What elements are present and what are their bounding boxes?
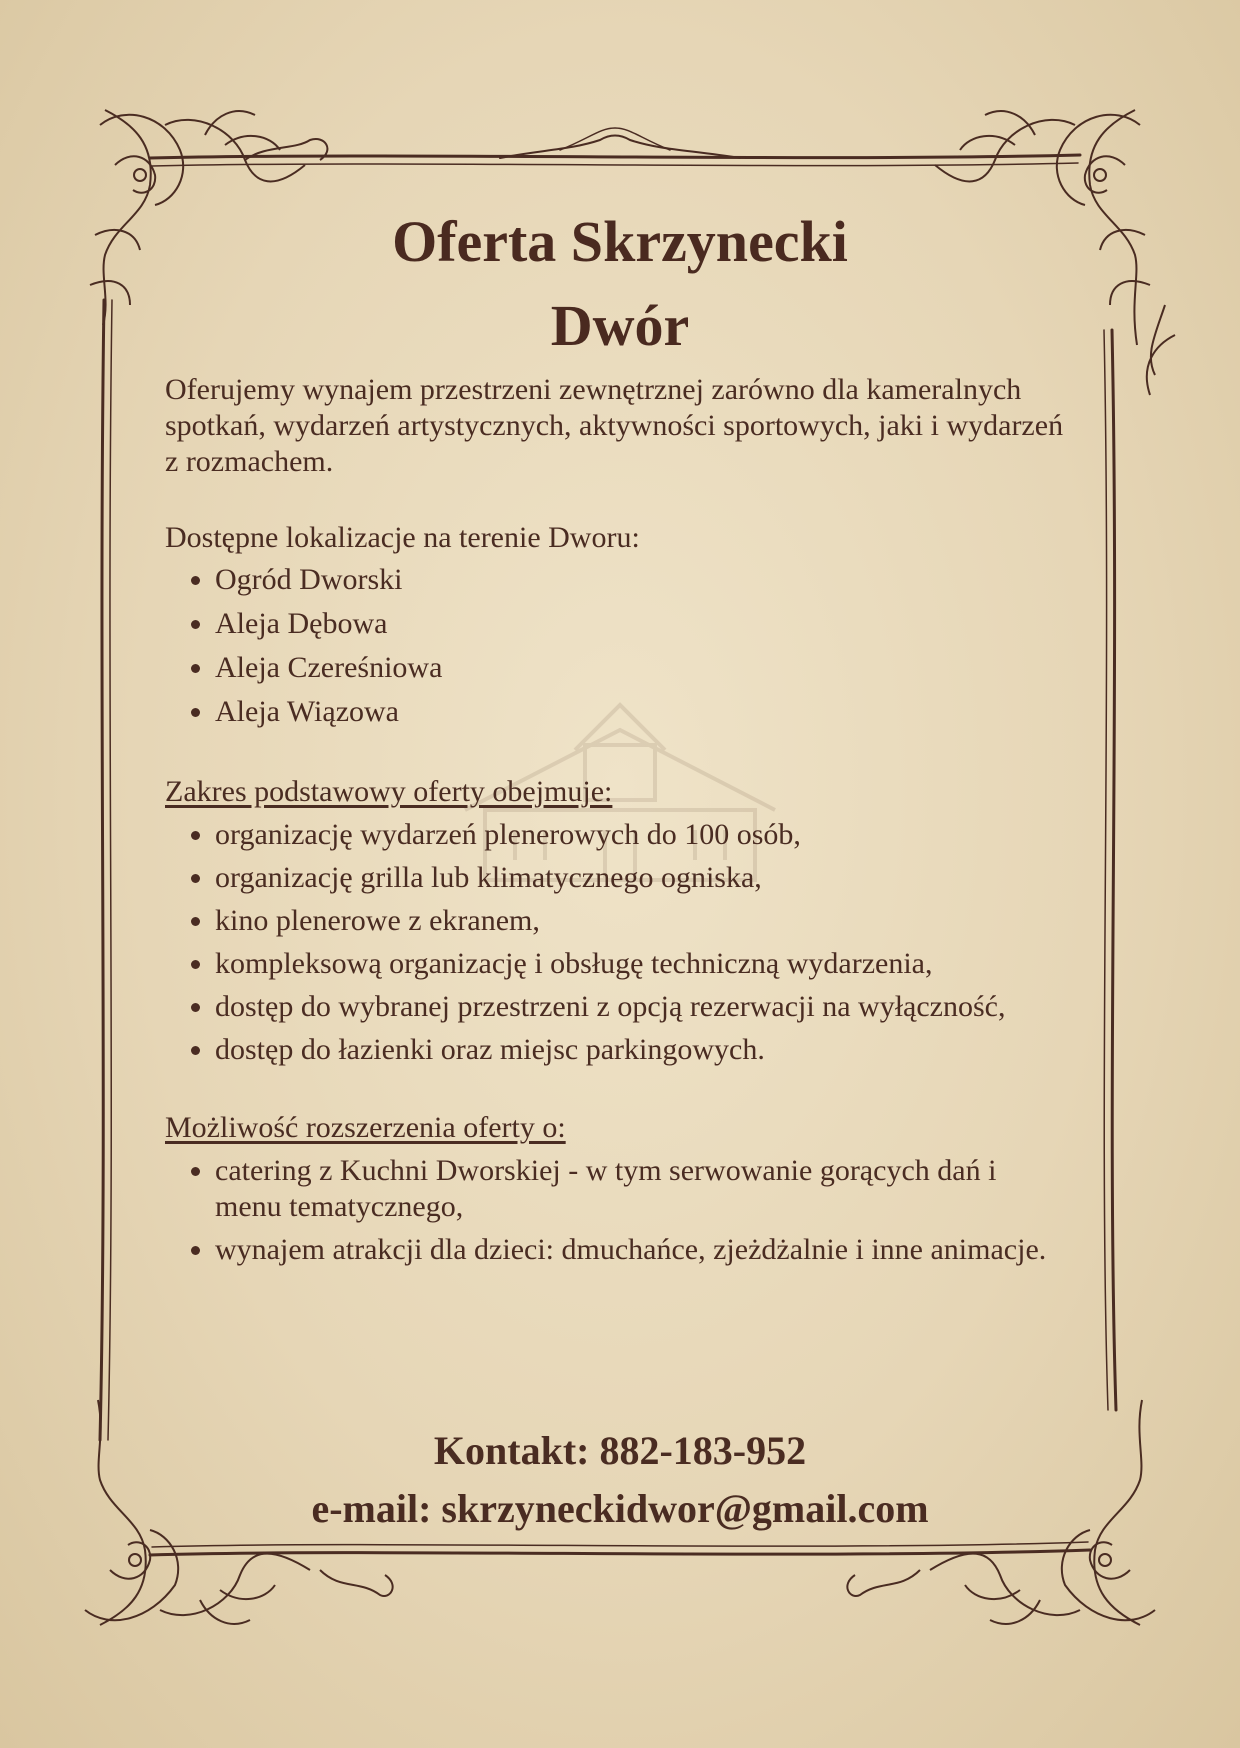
contact-email: e-mail: skrzyneckidwor@gmail.com — [311, 1486, 929, 1531]
locations-heading: Dostępne lokalizacje na terenie Dworu: — [165, 521, 640, 554]
extension-list — [165, 1153, 1070, 1268]
list-item: • organizację wydarzeń plenerowych do 100 osób, — [215, 817, 1070, 853]
list-item: • wynajem atrakcji dla dzieci: dmuchańce, zjeżdżalnie i inne animacje. — [215, 1232, 1070, 1268]
title-line-2: Dwór — [550, 293, 690, 358]
list-item: • kino plenerowe z ekranem, — [215, 903, 1070, 939]
list-item: • Aleja Dębowa — [215, 602, 1070, 646]
scope-heading: Zakres podstawowy oferty obejmuje: — [165, 775, 613, 808]
extension-heading: Możliwość rozszerzenia oferty o: — [165, 1111, 566, 1144]
list-item: • Ogród Dworski — [215, 558, 1070, 602]
page-title — [200, 200, 1040, 368]
intro-paragraph: Oferujemy wynajem przestrzeni zewnętrznej zarówno dla kameralnych spotkań, wydarzeń artystycznych, aktywności sportowych, jaki i wydarzeń z rozmachem. — [165, 373, 1064, 478]
title-line-1: Oferta Skrzynecki — [392, 209, 848, 274]
list-item: • Aleja Wiązowa — [215, 690, 1070, 734]
offer-content — [165, 372, 1070, 1268]
list-item: • organizację grilla lub klimatycznego ogniska, — [215, 860, 1070, 896]
list-item: • catering z Kuchni Dworskiej - w tym serwowanie gorących dań i menu tematycznego, — [215, 1153, 1070, 1225]
list-item: • dostęp do łazienki oraz miejsc parkingowych. — [215, 1032, 1070, 1068]
locations-list — [165, 558, 1070, 734]
list-item: • Aleja Czereśniowa — [215, 646, 1070, 690]
contact-block — [200, 1422, 1040, 1538]
contact-phone: Kontakt: 882-183-952 — [433, 1428, 807, 1473]
list-item: • kompleksową organizację i obsługę techniczną wydarzenia, — [215, 946, 1070, 982]
scope-list — [165, 817, 1070, 1068]
list-item: • dostęp do wybranej przestrzeni z opcją rezerwacji na wyłączność, — [215, 989, 1070, 1025]
